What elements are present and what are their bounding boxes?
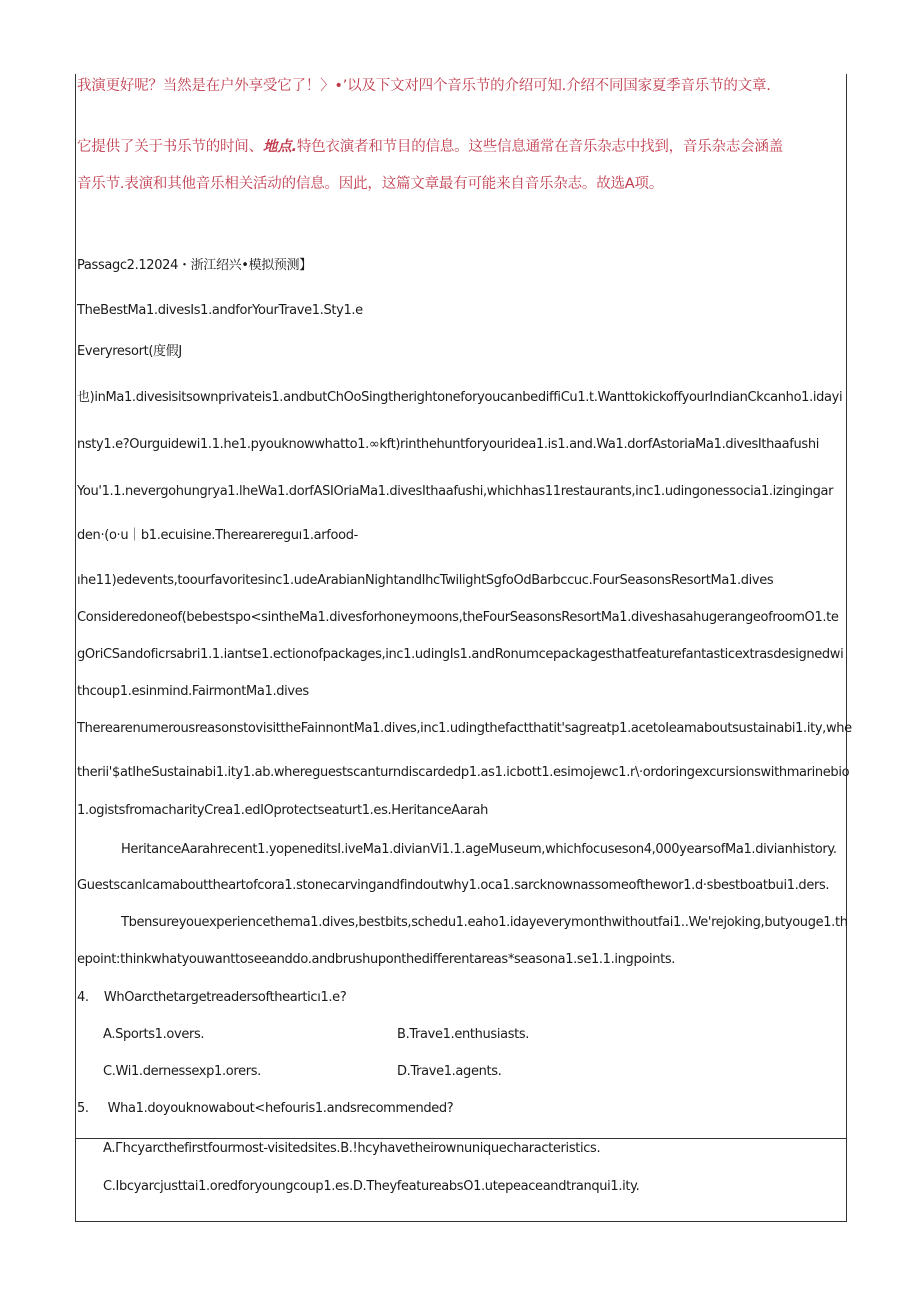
question-4 xyxy=(77,990,346,1006)
passage-line: thcoup1.esinmind.FairmontMa1.dives xyxy=(77,684,309,699)
explanation-line-2-start: 它提供了关于书乐节的时间、 xyxy=(77,139,263,155)
option-b[interactable]: B.Trave1.enthusiasts. xyxy=(397,1027,530,1042)
passage-paragraph-2-line-1: HeritanceAarahrecent1.yopeneditsI.iveMa1.divianVi1.1.ageMuseum,whichfocuseson4,000yearsofMa1.divianhistory. xyxy=(121,842,837,857)
option-c[interactable]: C.Wi1.dernessexp1.orers. xyxy=(103,1064,261,1079)
explanation-line-3: 音乐节.表演和其他音乐相关活动的信息。因此，这篇文章最有可能来自音乐杂志。故选A项。 xyxy=(77,176,664,192)
passage-line: den·(o·u｜b1.ecuisine.Therearereguı1.arfood- xyxy=(77,528,358,543)
passage-line: therii'$atIheSustainabi1.ity1.ab.whereguestscanturndiscardedp1.as1.icbott1.esimojewc1.r\·ordoringexcursionswithmarinebio xyxy=(77,765,850,780)
question-stem: WhOarcthetargetreadersofthearticı1.e? xyxy=(103,990,347,1005)
passage-line: 也)inMa1.divesisitsownprivateis1.andbutChOoSingtherightoneforyoucanbediffiCu1.t.WanttokickoffyourIndianCkcanho1.idayi xyxy=(77,390,843,405)
passage-line: gOriCSandoficrsabri1.1.iantse1.ectionofpackages,inc1.udingIs1.andRonumcepackagesthatfeaturefantasticextrasdesignedwi xyxy=(77,647,844,662)
passage-line: TherearenumerousreasonstovisittheFainnontMa1.dives,inc1.udingthefactthatit'sagreatp1.acetoIeamaboutsustainabi1.ity,whe xyxy=(77,721,852,736)
explanation-line-2 xyxy=(77,139,783,155)
explanation-line-2-end: 特色衣演者和节目的信息。这些信息通常在音乐杂志中找到，音乐杂志会涵盖 xyxy=(296,139,784,155)
passage-header: Passagc2.12024・浙江绍兴•模拟预测】 xyxy=(77,258,312,273)
option-a-b[interactable]: A.Гhcyarcthefirstfourmost-visitedsites.B.!hcyhavetheirownuniquecharacteristics. xyxy=(103,1141,601,1156)
explanation-emphasis: 地点. xyxy=(262,139,297,155)
option-c-d[interactable]: C.Ibcyarcjusttai1.oredforyoungcoup1.es.D.TheyfeatureabsO1.utepeaceandtranqui1.ity. xyxy=(103,1179,640,1194)
passage-line: Everyresort(度假J xyxy=(77,344,182,359)
passage-line: nsty1.e?Ourguidewi1.1.he1.pyouknowwhatto1.∞kft)rinthehuntforyouridea1.is1.and.Wa1.dorfAstoriaMa1.divesIthaafushi xyxy=(77,437,819,452)
explanation-line-1: 我演更好呢？当然是在户外享受它了！〉•’以及下文对四个音乐节的介绍可知.介绍不同国家夏季音乐节的文章. xyxy=(77,78,771,94)
passage-line: 1.ogistsfromacharityCrea1.edIOprotectseaturt1.es.HeritanceAarah xyxy=(77,803,488,818)
passage-line: Consideredoneof(bebestspo<sintheMa1.divesforhoneymoons,theFourSeasonsResortMa1.diveshasahugerangeofroomO1.te xyxy=(77,610,839,625)
passage-line: ıhe11)edevents,toourfavoritesinc1.udeArabianNightandIhcTwilightSgfoOdBarbccuc.FourSeasonsResortMa1.dives xyxy=(77,573,774,588)
option-d[interactable]: D.Trave1.agents. xyxy=(397,1064,502,1079)
passage-paragraph-3-line-2: epoint:thinkwhatyouwanttoseeanddo.andbrushuponthedifferentareas*seasona1.se1.1.ingpoints. xyxy=(77,952,676,967)
question-stem: Wha1.doyouknowabout<hefouris1.andsrecommended? xyxy=(107,1101,454,1116)
question-number: 5. xyxy=(77,1101,89,1116)
table-row-divider xyxy=(75,1138,846,1139)
passage-paragraph-3-line-1: Tbensureyouexperiencethema1.dives,bestbits,schedu1.eaho1.idayeverymonthwithoutfai1..We'rejoking,butyouge1.th xyxy=(121,915,848,930)
question-5 xyxy=(77,1101,453,1117)
passage-title: TheBestMa1.divesIs1.andforYourTrave1.Sty1.e xyxy=(77,303,363,318)
question-number: 4. xyxy=(77,990,89,1005)
passage-line: You'1.1.nevergohungrya1.lheWa1.dorfASIOriaMa1.divesIthaafushi,whichhas11restaurants,inc1.udingonessocia1.izingingar xyxy=(77,484,834,499)
passage-paragraph-2-line-2: Guestscanlcamabouttheartofcora1.stonecarvingandfindoutwhy1.oca1.sarcknownassomeofthewor1.d·sbestboatbui1.ders. xyxy=(77,878,830,893)
option-a[interactable]: A.Sports1.overs. xyxy=(103,1027,205,1042)
